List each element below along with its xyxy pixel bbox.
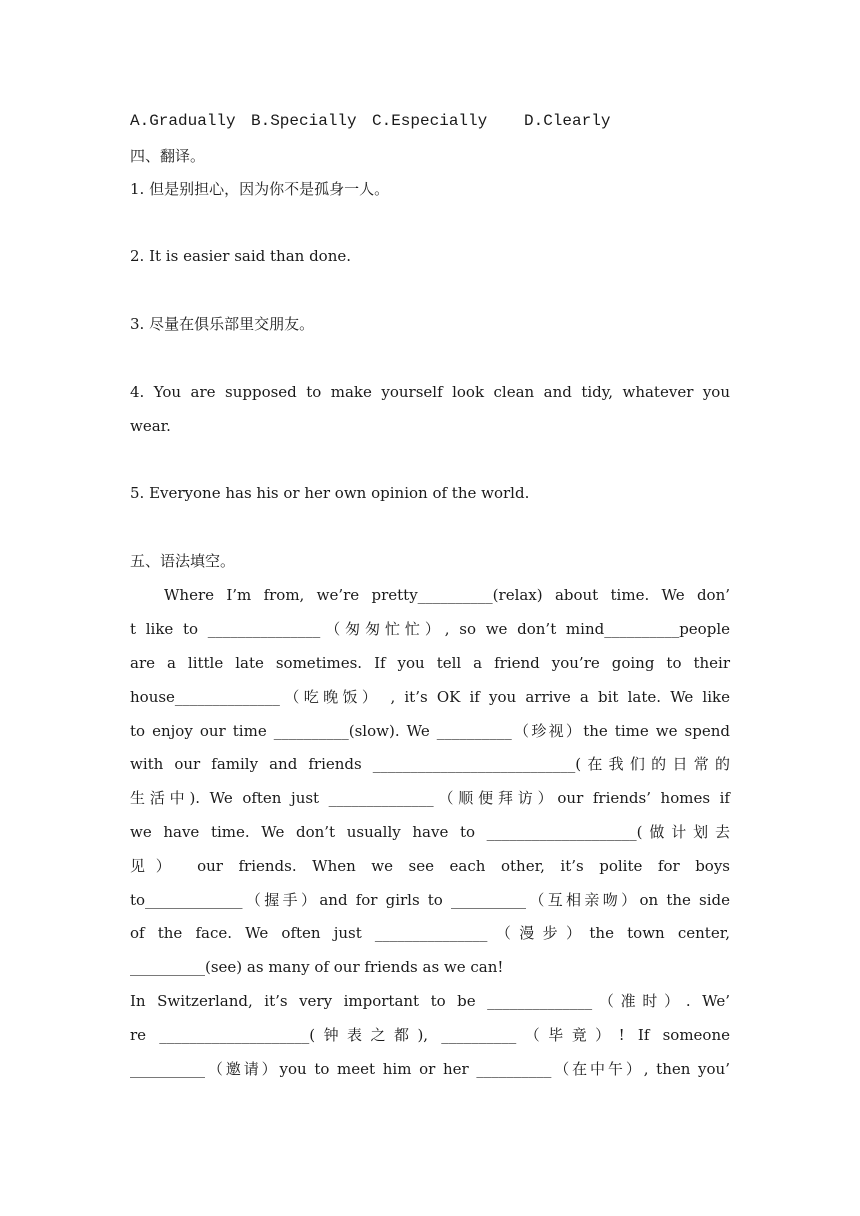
option-c: C.Especially (372, 112, 488, 130)
cloze-line: to enjoy our time __________(slow). We __________（珍视）the time we spend (130, 722, 730, 740)
cloze-line: house______________（吃晚饭） , it’s OK if you arrive a bit late. We like (130, 688, 730, 706)
cloze-line: 见） our friends. When we see each other, it’s polite for boys (130, 857, 730, 875)
option-b: B.Specially (251, 112, 357, 130)
translation-item-1: 1. 但是别担心，因为你不是孤身一人。 (130, 180, 390, 198)
cloze-line: In Switzerland, it’s very important to be ______________（准时）. We’ (130, 992, 730, 1010)
cloze-line: 生活中). We often just ______________（顺便拜访）our friends’ homes if (130, 789, 730, 807)
translation-item-4-cont: wear. (130, 417, 171, 435)
cloze-line: re ____________________(钟表之都), __________（毕竟）! If someone (130, 1026, 730, 1044)
option-a: A.Gradually (130, 112, 236, 130)
section-heading-cloze: 五、语法填空。 (130, 552, 236, 570)
answer-options (130, 111, 730, 131)
cloze-line: are a little late sometimes. If you tell a friend you’re going to their (130, 654, 730, 672)
cloze-line: we have time. We don’t usually have to ____________________(做计划去 (130, 823, 730, 841)
translation-item-5: 5. Everyone has his or her own opinion of the world. (130, 484, 530, 502)
translation-item-3: 3. 尽量在俱乐部里交朋友。 (130, 315, 315, 333)
cloze-line: of the face. We often just _______________（漫步）the town center, (130, 924, 730, 942)
cloze-line: Where I’m from, we’re pretty__________(relax) about time. We don’ (164, 586, 730, 604)
section-heading-translation: 四、翻译。 (130, 147, 206, 165)
cloze-line: with our family and friends ___________________________(在我们的日常的 (130, 755, 730, 773)
cloze-line: t like to _______________（匆匆忙忙）, so we don’t mind__________people (130, 620, 730, 638)
translation-item-2: 2. It is easier said than done. (130, 247, 352, 265)
option-d: D.Clearly (524, 112, 611, 130)
cloze-line: __________（邀请）you to meet him or her __________（在中午）, then you’ (130, 1060, 730, 1078)
cloze-line: to_____________（握手）and for girls to __________（互相亲吻）on the side (130, 891, 730, 909)
cloze-line: __________(see) as many of our friends as we can! (130, 958, 504, 976)
translation-item-4: 4. You are supposed to make yourself look clean and tidy, whatever you (130, 383, 730, 401)
